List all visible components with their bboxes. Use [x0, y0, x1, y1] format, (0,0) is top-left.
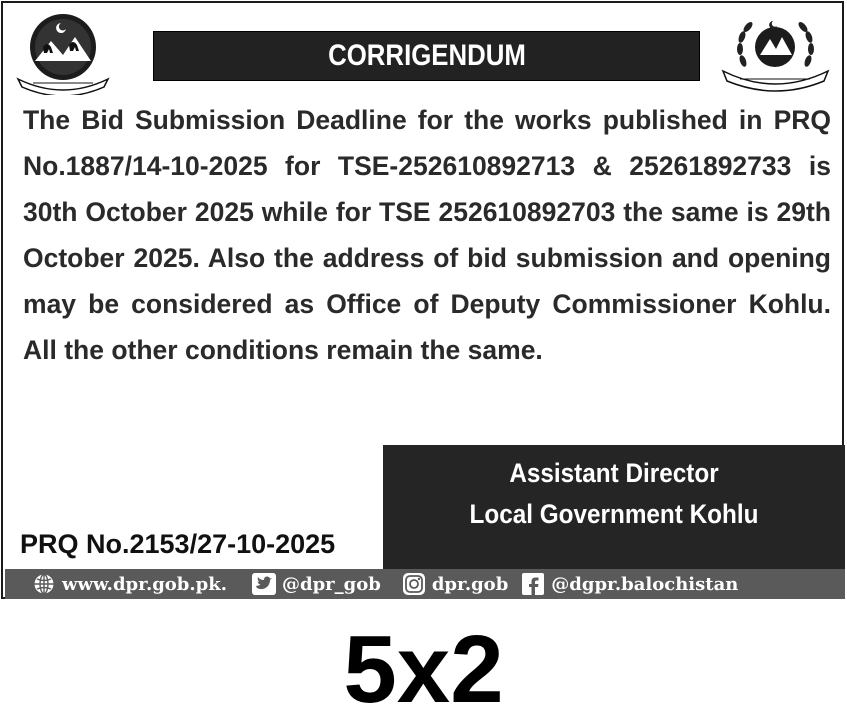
signatory-title: Assistant Director	[509, 458, 719, 488]
footer-social-bar	[5, 569, 845, 599]
instagram-icon	[401, 573, 427, 595]
corrigendum-body-text: The Bid Submission Deadline for the works published in PRQ No.1887/14-10-2025 for TSE-252610892713 & 25261892733 is 30th October 2025 while for TSE 252610892703 the same is 29th October 2025. Also the address of bid submission and opening may be considered as Office of Deputy Commissioner Kohlu. All the other conditions remain the same.	[23, 105, 831, 365]
balochistan-emblem-left-logo	[13, 11, 113, 95]
signatory-office: Local Government Kohlu	[469, 499, 759, 529]
footer-twitter[interactable]	[251, 573, 381, 595]
facebook-handle[interactable]: @dgpr.balochistan	[551, 573, 739, 595]
page-title: CORRIGENDUM	[327, 39, 526, 72]
title-bar	[153, 31, 700, 81]
prq-number: PRQ No.2153/27-10-2025	[20, 529, 336, 559]
footer-website[interactable]	[31, 573, 227, 595]
facebook-icon	[520, 573, 546, 595]
public-relations-emblem-right-logo	[718, 9, 833, 93]
footer-instagram[interactable]	[401, 573, 508, 595]
twitter-handle[interactable]: @dpr_gob	[281, 573, 381, 595]
signature-block	[383, 445, 845, 569]
footer-facebook[interactable]	[520, 573, 738, 595]
notice-frame	[1, 1, 844, 599]
globe-icon	[31, 573, 57, 595]
ad-size-label: 5x2	[343, 616, 504, 723]
instagram-handle[interactable]: dpr.gob	[431, 573, 509, 595]
website-link[interactable]: www.dpr.gob.pk.	[62, 573, 227, 595]
twitter-icon	[251, 573, 277, 595]
